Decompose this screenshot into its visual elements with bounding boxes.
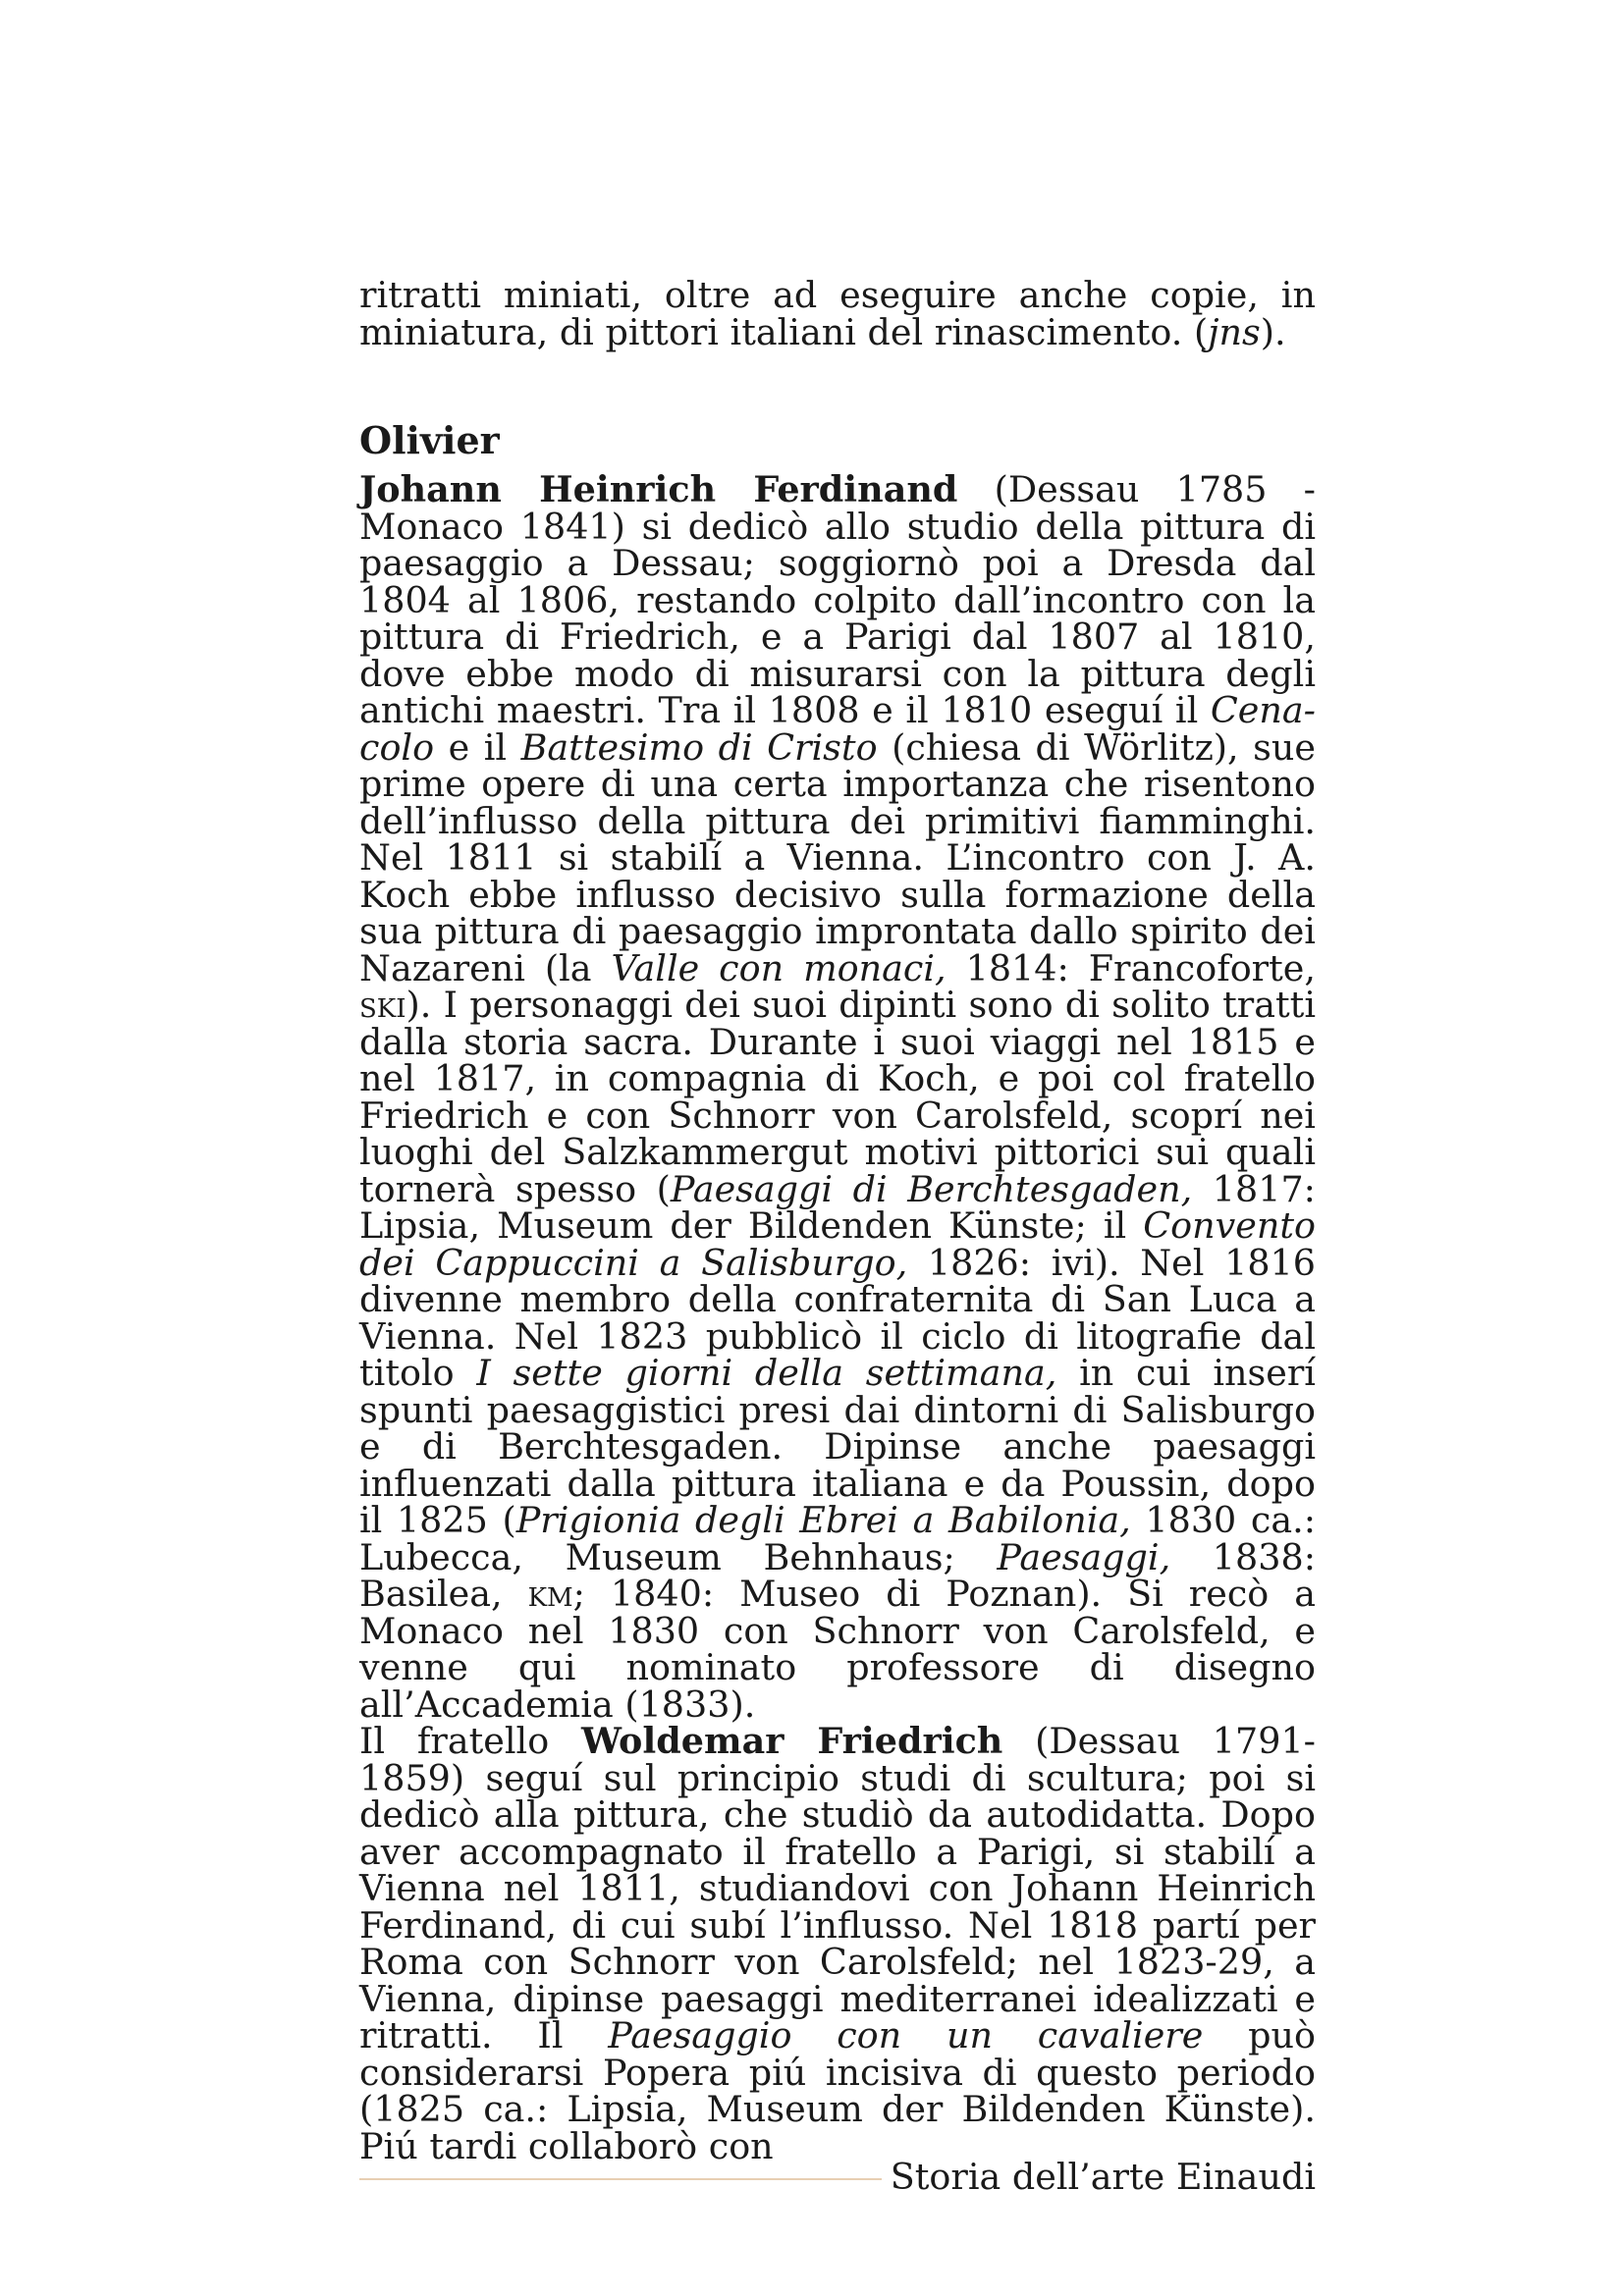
- italic-title: Paesaggio con un cavaliere: [608, 2014, 1204, 2056]
- text-run: può considerarsi Popera piú incisiva di questo periodo (1825 ca.: Lipsia, Museum der Bildenden Künste). Piú tardi collaborò con: [359, 2014, 1317, 2167]
- paragraph-woldemar: [359, 1720, 1317, 2167]
- bold-name: Johann Heinrich Ferdinand: [359, 468, 958, 510]
- text-column: [359, 274, 1317, 2167]
- text-run: (chiesa di Wörlitz), sue prime opere di una certa importanza che risentono dell’influsso della pittura dei primitivi fiamminghi. Nel 1811 si stabilí a Vienna. L’incontro con J. A. Koch ebbe influsso decisivo sulla formazione della sua pittura di paesaggio improntata dallo spirito dei Nazareni (la: [359, 725, 1316, 989]
- text-run: 1817: Lipsia, Museum der Bildenden Künste; il: [359, 1167, 1316, 1247]
- intro-text: ritratti miniati, oltre ad eseguire anche copie, in miniatura, di pittori italiani del rinascimento.: [359, 274, 1316, 353]
- text-run: 1814: Francoforte,: [946, 946, 1316, 989]
- text-run: ; 1840: Museo di Poznan). Si recò a Monaco nel 1830 con Schnorr von Carolsfeld, e venne qui nominato professore di disegno all’Accademia (1833).: [359, 1573, 1316, 1726]
- italic-title: Battesimo di Cristo: [520, 725, 878, 769]
- entry-heading: Olivier: [359, 418, 500, 462]
- text-run: (Dessau 1791-1859) seguí sul principio studi di scultura; poi si dedicò alla pittura, che studiò da autodidatta. Dopo aver accompagnato il fratello a Parigi, si stabilí a Vienna nel 1811, studiandovi con Johann Heinrich Ferdinand, di cui subí l’influsso. Nel 1818 partí per Roma con Schnorr von Carolsfeld; nel 1823-29, a Vienna, dipinse paesaggi mediterranei idealizzati e ritratti. Il: [359, 1720, 1316, 2056]
- text-run: 1830 ca.: Lubecca, Museum Behnhaus;: [359, 1499, 1316, 1578]
- paragraph-johann: [359, 468, 1317, 1726]
- text-run: (Dessau 1785 - Monaco 1841) si dedicò allo studio della pittura di paesaggio a Dessau; soggiornò poi a Dresda dal 1804 al 1806, restando colpito dall’incontro con la pittura di Friedrich, e a Parigi dal 1807 al 1810, dove ebbe modo di misurarsi con la pittura degli antichi maestri. Tra il 1808 e il 1810 eseguí il: [359, 468, 1317, 731]
- italic-title: Cenacolo: [359, 689, 1316, 769]
- text-run: ). I personaggi dei suoi dipinti sono di solito tratti dalla storia sacra. Durante i suoi viaggi nel 1815 e nel 1817, in compagnia di Koch, e poi col fratello Friedrich e con Schnorr von Carolsfeld, scoprí nei luoghi del Salzkammergut motivi pittorici sui quali tornerà spesso (: [359, 984, 1316, 1210]
- text-run: 1838: Basilea,: [359, 1535, 1316, 1615]
- author-signature: jns: [1208, 310, 1261, 353]
- italic-title: Convento dei Cappuccini a Salisburgo,: [359, 1204, 1316, 1284]
- text-run: in cui inserí spunti paesaggistici presi dai dintorni di Salisburgo e di Berchtesgaden. Dipinse anche paesaggi influenzati dalla pittura italiana e da Poussin, dopo il 1825 (: [359, 1352, 1316, 1541]
- italic-title: Prigionia degli Ebrei a Babilonia,: [515, 1499, 1131, 1541]
- footer-rule: [359, 2178, 882, 2180]
- italic-title: I sette giorni della settimana,: [476, 1352, 1057, 1394]
- text-run: e il: [434, 725, 521, 769]
- footer-title: Storia dell’arte Einaudi: [890, 2156, 1316, 2198]
- italic-title: Paesaggi di Berchtesgaden,: [670, 1167, 1193, 1210]
- italic-title: Valle con monaci,: [611, 946, 947, 989]
- intro-paragraph: ritratti miniati, oltre ad eseguire anche copie, in miniatura, di pittori italiani del rinascimento. (jns).: [359, 274, 1316, 353]
- text-run: 1826: ivi). Nel 1816 divenne membro della confraternita di San Luca a Vienna. Nel 1823 pubblicò il ciclo di litografie dal titolo: [359, 1241, 1316, 1394]
- intro-close: ).: [1260, 310, 1286, 353]
- small-caps-abbrev: km: [527, 1573, 573, 1615]
- italic-title: Paesaggi,: [997, 1535, 1171, 1578]
- text-run: Il fratello: [359, 1720, 581, 1762]
- small-caps-abbrev: ski: [359, 984, 406, 1026]
- bold-name: Woldemar Friedrich: [581, 1720, 1003, 1762]
